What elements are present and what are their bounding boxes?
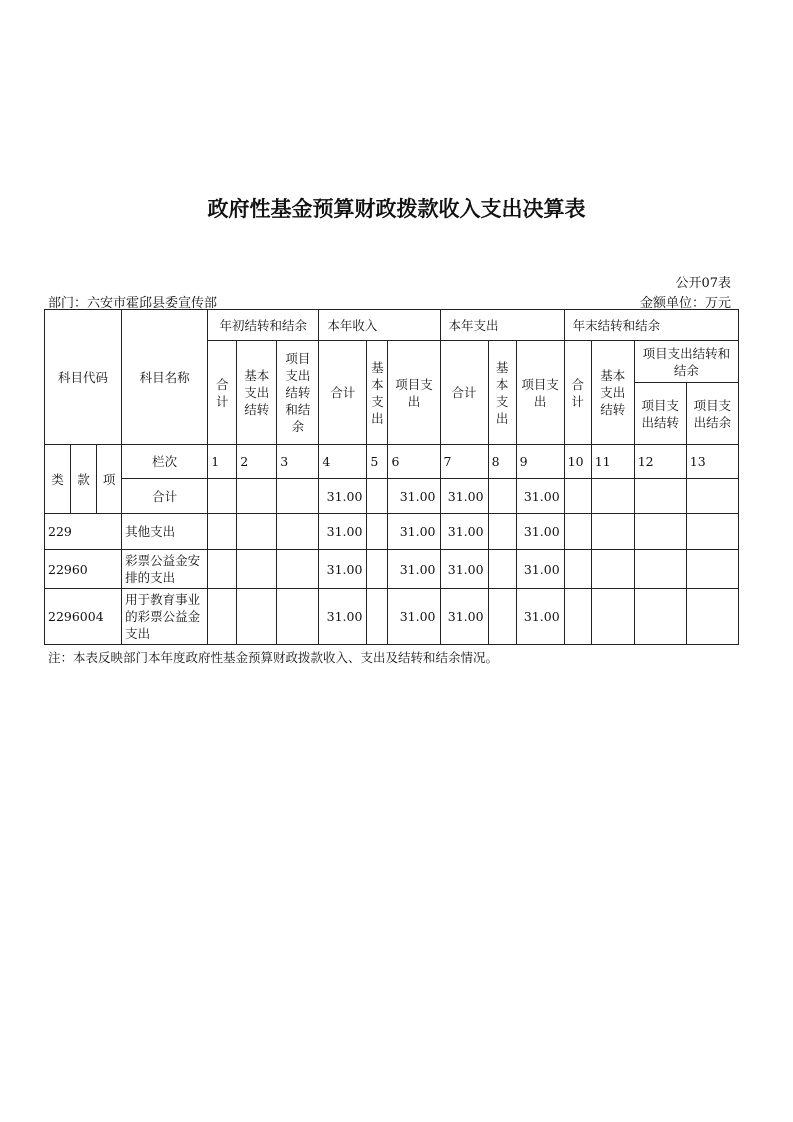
column-number: 10: [564, 445, 591, 479]
column-number: 8: [488, 445, 516, 479]
cell: [488, 550, 516, 589]
xiang-header: 项: [97, 445, 122, 514]
cell: 31.00: [388, 479, 440, 514]
amount-unit-label: 金额单位：万元: [639, 296, 731, 311]
subject-name: 用于教育事业的彩票公益金支出: [122, 589, 208, 645]
cell: [686, 550, 738, 589]
end-project-surplus-header: 项目支出结余: [686, 383, 738, 445]
begin-basic-carry-header: 基本支出结转: [237, 341, 277, 445]
income-project-header: 项目支出: [388, 341, 440, 445]
cell: 31.00: [516, 550, 564, 589]
end-basic-carry-header: 基本支出结转: [591, 341, 634, 445]
table-row: [45, 589, 739, 645]
cell: 31.00: [388, 550, 440, 589]
cell: 31.00: [388, 589, 440, 645]
header-row-1: [45, 310, 739, 341]
cell: [488, 589, 516, 645]
form-number: 公开07表: [675, 276, 731, 291]
column-number: 7: [440, 445, 488, 479]
total-label: 合计: [122, 479, 208, 514]
expense-basic-header: 基本支出: [488, 341, 516, 445]
expense-group-header: 本年支出: [440, 310, 564, 341]
begin-total-header: 合计: [208, 341, 237, 445]
column-number: 1: [208, 445, 237, 479]
end-project-carry-surplus-header: 项目支出结转和结余: [634, 341, 738, 383]
cell: [634, 479, 686, 514]
subject-code-header: 科目代码: [45, 310, 122, 445]
page-title: 政府性基金预算财政拨款收入支出决算表: [207, 197, 586, 221]
column-number-row: [45, 445, 739, 479]
subject-name: 彩票公益金安排的支出: [122, 550, 208, 589]
cell: [564, 550, 591, 589]
total-row: [45, 479, 739, 514]
cell: [208, 550, 237, 589]
subject-code: 229: [45, 514, 122, 550]
cell: [237, 589, 277, 645]
cell: [564, 589, 591, 645]
cell: [237, 514, 277, 550]
cell: [208, 589, 237, 645]
end-project-carry-header: 项目支出结转: [634, 383, 686, 445]
subject-code: 22960: [45, 550, 122, 589]
cell: [686, 479, 738, 514]
expense-total-header: 合计: [440, 341, 488, 445]
income-group-header: 本年收入: [319, 310, 440, 341]
subject-name-header: 科目名称: [122, 310, 208, 445]
cell: 31.00: [440, 550, 488, 589]
cell: [686, 589, 738, 645]
cell: [367, 550, 388, 589]
cell: [208, 479, 237, 514]
cell: [634, 589, 686, 645]
cell: [634, 514, 686, 550]
cell: [591, 550, 634, 589]
column-number: 13: [686, 445, 738, 479]
column-number: 12: [634, 445, 686, 479]
end-total-header: 合计: [564, 341, 591, 445]
kuan-header: 款: [71, 445, 97, 514]
department-label: 部门：六安市霍邱县委宣传部: [48, 296, 218, 311]
cell: [634, 550, 686, 589]
footnote: 注：本表反映部门本年度政府性基金预算财政拨款收入、支出及结转和结余情况。: [48, 650, 499, 665]
cell: 31.00: [319, 589, 367, 645]
cell: 31.00: [440, 514, 488, 550]
cell: [591, 514, 634, 550]
cell: 31.00: [440, 589, 488, 645]
column-number: 11: [591, 445, 634, 479]
cell: [564, 479, 591, 514]
cell: 31.00: [319, 514, 367, 550]
cell: [237, 550, 277, 589]
column-number: 9: [516, 445, 564, 479]
cell: [591, 479, 634, 514]
column-number: 4: [319, 445, 367, 479]
cell: [367, 479, 388, 514]
subject-name: 其他支出: [122, 514, 208, 550]
column-number: 6: [388, 445, 440, 479]
cell: [277, 550, 319, 589]
cell: [208, 514, 237, 550]
cell: 31.00: [516, 589, 564, 645]
end-balance-group-header: 年末结转和结余: [564, 310, 738, 341]
income-basic-header: 基本支出: [367, 341, 388, 445]
table-row: [45, 514, 739, 550]
cell: [277, 479, 319, 514]
column-number: 2: [237, 445, 277, 479]
cell: 31.00: [319, 550, 367, 589]
cell: [367, 514, 388, 550]
lei-header: 类: [45, 445, 71, 514]
subject-code: 2296004: [45, 589, 122, 645]
cell: 31.00: [388, 514, 440, 550]
budget-table: [44, 309, 739, 645]
cell: 31.00: [516, 514, 564, 550]
begin-balance-group-header: 年初结转和结余: [208, 310, 319, 341]
cell: [277, 514, 319, 550]
table-row: [45, 550, 739, 589]
cell: 31.00: [516, 479, 564, 514]
cell: [277, 589, 319, 645]
cell: [488, 479, 516, 514]
cell: [237, 479, 277, 514]
cell: 31.00: [319, 479, 367, 514]
begin-project-carry-surplus-header: 项目支出结转和结余: [277, 341, 319, 445]
income-total-header: 合计: [319, 341, 367, 445]
column-no-label: 栏次: [122, 445, 208, 479]
cell: 31.00: [440, 479, 488, 514]
cell: [591, 589, 634, 645]
cell: [488, 514, 516, 550]
cell: [686, 514, 738, 550]
column-number: 5: [367, 445, 388, 479]
cell: [564, 514, 591, 550]
cell: [367, 589, 388, 645]
column-number: 3: [277, 445, 319, 479]
expense-project-header: 项目支出: [516, 341, 564, 445]
